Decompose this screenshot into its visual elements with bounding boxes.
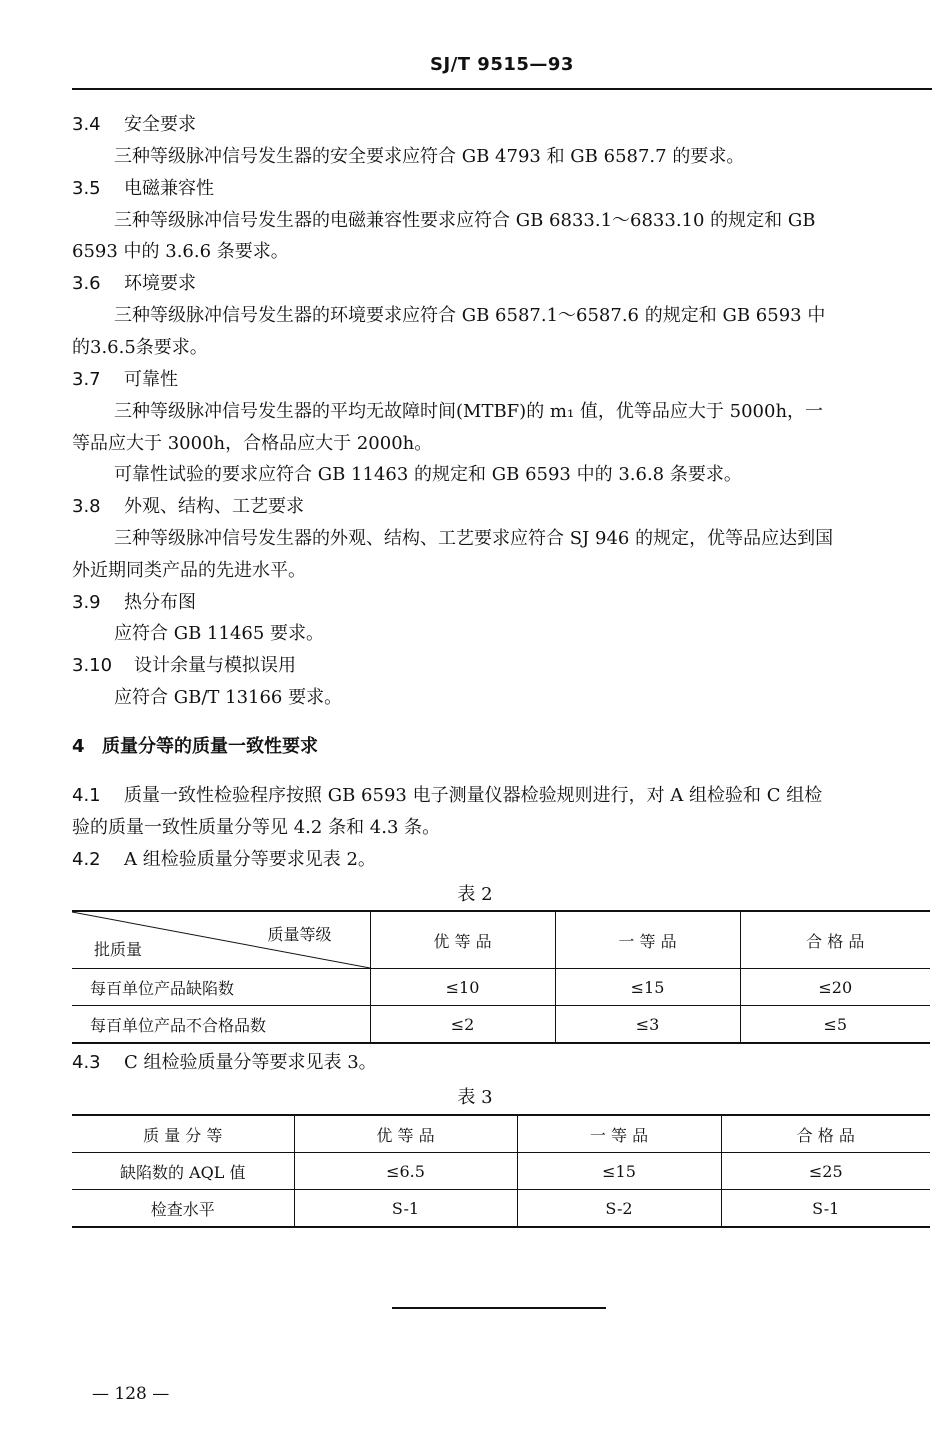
paragraph: 三种等级脉冲信号发生器的电磁兼容性要求应符合 GB 6833.1～6833.10 的规定和 GB (114, 210, 816, 231)
section-number: 3.8 (72, 496, 101, 517)
table-cell: S-2 (517, 1190, 721, 1228)
table-cell: ≤15 (517, 1153, 721, 1190)
section-title: 设计余量与模拟误用 (134, 655, 296, 676)
header-rule (72, 88, 932, 90)
table-header-row (72, 1115, 930, 1153)
column-header: 优 等 品 (370, 911, 555, 969)
column-header: 合 格 品 (721, 1115, 930, 1153)
section-number: 3.5 (72, 178, 101, 199)
section-title: 可靠性 (124, 369, 178, 390)
table-cell: ≤20 (740, 969, 930, 1006)
section-number: 3.4 (72, 114, 101, 135)
section-number: 3.6 (72, 273, 101, 294)
table-cell: S-1 (294, 1190, 517, 1228)
paragraph: 质量一致性检验程序按照 GB 6593 电子测量仪器检验规则进行，对 A 组检验和 C 组检 (124, 785, 823, 806)
column-header: 一 等 品 (555, 911, 740, 969)
column-header: 质 量 分 等 (72, 1115, 294, 1153)
table-cell: S-1 (721, 1190, 930, 1228)
table-3-caption: 表 3 (457, 1087, 493, 1108)
paragraph: 应符合 GB/T 13166 要求。 (114, 687, 343, 708)
section-number: 4.1 (72, 785, 101, 806)
table-cell: ≤5 (740, 1006, 930, 1044)
table-2 (72, 910, 930, 1044)
section-3-5-heading (72, 177, 214, 201)
row-label: 每百单位产品缺陷数 (72, 969, 370, 1006)
section-number: 3.7 (72, 369, 101, 390)
column-header: 优 等 品 (294, 1115, 517, 1153)
table-cell: ≤6.5 (294, 1153, 517, 1190)
section-number: 4.2 (72, 849, 101, 870)
table-3 (72, 1114, 930, 1228)
table-row (72, 1153, 930, 1190)
table-row (72, 1006, 930, 1044)
row-label: 检查水平 (72, 1190, 294, 1228)
paragraph: A 组检验质量分等要求见表 2。 (124, 849, 376, 870)
corner-bottom-label: 批质量 (94, 940, 143, 959)
paragraph: 等品应大于 3000h，合格品应大于 2000h。 (72, 433, 433, 454)
document-code: SJ/T 9515—93 (430, 54, 574, 75)
column-header: 一 等 品 (517, 1115, 721, 1153)
column-header: 合 格 品 (740, 911, 930, 969)
row-label: 缺陷数的 AQL 值 (72, 1153, 294, 1190)
corner-top-label: 质量等级 (267, 925, 332, 944)
paragraph: 三种等级脉冲信号发生器的外观、结构、工艺要求应符合 SJ 946 的规定，优等品应达到国 (114, 528, 834, 549)
section-number: 3.9 (72, 592, 101, 613)
section-number: 4.3 (72, 1052, 101, 1073)
section-title: 电磁兼容性 (124, 178, 214, 199)
section-4-3-line (72, 1051, 377, 1075)
section-3-4-heading (72, 113, 196, 137)
table-cell: ≤10 (370, 969, 555, 1006)
section-3-10-heading (72, 654, 296, 678)
section-title: 外观、结构、工艺要求 (124, 496, 304, 517)
section-4-heading (72, 735, 318, 759)
section-number: 4 (72, 736, 85, 757)
table-2-caption: 表 2 (457, 884, 493, 905)
table-header-row (72, 911, 930, 969)
section-title: 环境要求 (124, 273, 196, 294)
section-3-8-heading (72, 495, 304, 519)
section-title: 热分布图 (124, 592, 196, 613)
row-label: 每百单位产品不合格品数 (72, 1006, 370, 1044)
diagonal-header-cell (72, 911, 370, 969)
end-rule (392, 1307, 606, 1309)
table-row (72, 969, 930, 1006)
paragraph: 应符合 GB 11465 要求。 (114, 623, 325, 644)
paragraph: 验的质量一致性质量分等见 4.2 条和 4.3 条。 (72, 817, 441, 838)
paragraph: 可靠性试验的要求应符合 GB 11463 的规定和 GB 6593 中的 3.6.8 条要求。 (114, 464, 742, 485)
section-3-9-heading (72, 591, 196, 615)
page-number: — 128 — (92, 1384, 170, 1404)
section-3-6-heading (72, 272, 196, 296)
paragraph: 三种等级脉冲信号发生器的环境要求应符合 GB 6587.1～6587.6 的规定和 GB 6593 中 (114, 305, 826, 326)
section-4-2-line (72, 848, 376, 872)
section-4-1-line (72, 784, 822, 808)
section-number: 3.10 (72, 655, 113, 676)
table-cell: ≤15 (555, 969, 740, 1006)
paragraph: 三种等级脉冲信号发生器的平均无故障时间(MTBF)的 m₁ 值，优等品应大于 5000h，一 (114, 401, 824, 422)
paragraph: 三种等级脉冲信号发生器的安全要求应符合 GB 4793 和 GB 6587.7 的要求。 (114, 146, 745, 167)
paragraph: 外近期同类产品的先进水平。 (72, 560, 306, 581)
section-title: 安全要求 (124, 114, 196, 135)
paragraph: 的3.6.5条要求。 (72, 337, 208, 358)
section-title: 质量分等的质量一致性要求 (102, 736, 318, 757)
table-row (72, 1190, 930, 1228)
table-cell: ≤25 (721, 1153, 930, 1190)
section-3-7-heading (72, 368, 178, 392)
paragraph: C 组检验质量分等要求见表 3。 (124, 1052, 377, 1073)
table-cell: ≤3 (555, 1006, 740, 1044)
table-cell: ≤2 (370, 1006, 555, 1044)
paragraph: 6593 中的 3.6.6 条要求。 (72, 241, 289, 262)
